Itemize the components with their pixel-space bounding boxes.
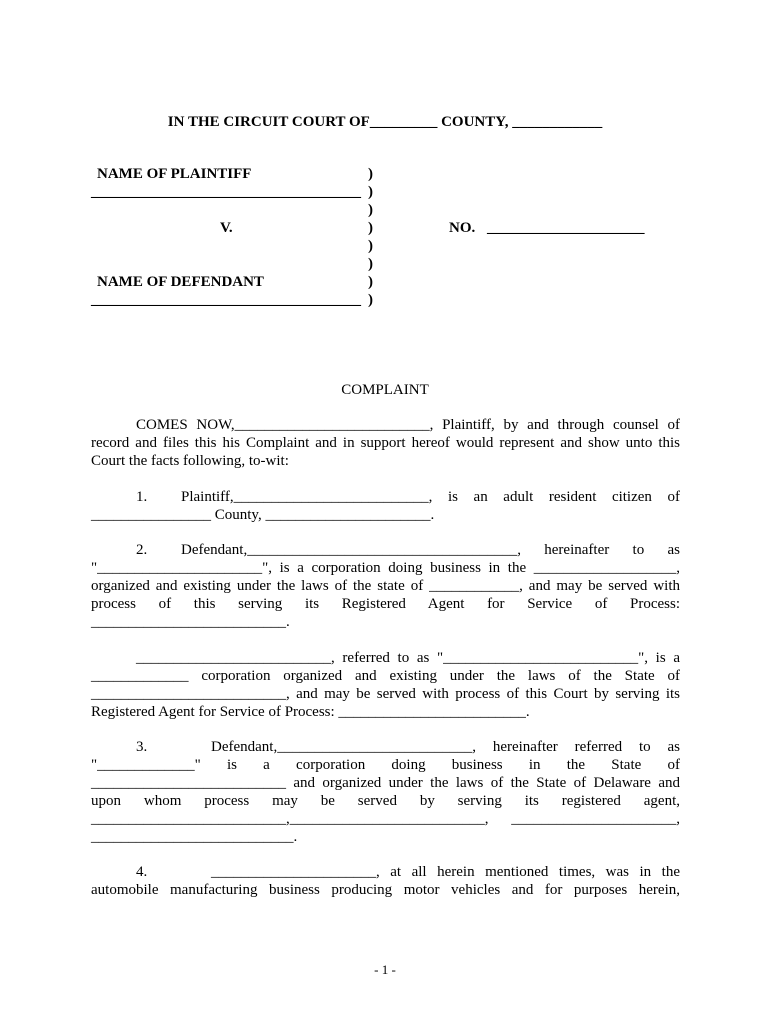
paragraph-2b-line: __________________________, referred to as "__________________________", is a [136, 650, 680, 666]
intro-line: record and files this his Complaint and in support hereof would represent and show unto this [91, 435, 680, 451]
paragraph-2b-line: Registered Agent for Service of Process: _________________________. [91, 704, 530, 720]
paragraph-line-text: Plaintiff,__________________________, is an adult resident citizen of [181, 489, 680, 505]
paragraph-1 [91, 488, 680, 524]
caption-bracket: ) [368, 238, 373, 254]
paragraph-2b-line: _____________ corporation organized and existing under the laws of the State of [91, 668, 680, 684]
paragraph-3 [91, 738, 680, 846]
paragraph-3-line: __________________________,__________________________, ______________________, [91, 811, 680, 827]
case-number-label: NO. [449, 220, 476, 236]
case-caption [91, 165, 651, 309]
paragraph-number: 4. [136, 864, 148, 880]
plaintiff-name-blank: ____________________________________ [91, 184, 361, 200]
paragraph-3-line: ___________________________. [91, 829, 298, 845]
paragraph-2-line: __________________________. [91, 614, 290, 630]
paragraph-line-text: ______________________, at all herein mentioned times, was in the [211, 864, 680, 880]
paragraph-2-line: organized and existing under the laws of the state of ____________, and may be served with [91, 578, 680, 594]
caption-bracket: ) [368, 184, 373, 200]
caption-bracket: ) [368, 202, 373, 218]
caption-bracket: ) [368, 274, 373, 290]
caption-bracket: ) [368, 220, 373, 236]
paragraph-2b-line: __________________________, and may be served with process of this Court by serving its [91, 686, 680, 702]
paragraph-2 [91, 541, 680, 631]
caption-bracket: ) [368, 256, 373, 272]
versus-label: V. [220, 220, 233, 236]
defendant-name-label: NAME OF DEFENDANT [97, 274, 264, 290]
paragraph-2-continued [91, 649, 680, 721]
paragraph-1-line: ________________ County, ______________________. [91, 507, 435, 523]
paragraph-2-line [91, 541, 680, 559]
defendant-name-blank: ____________________________________ [91, 292, 361, 308]
paragraph-number: 2. [136, 542, 148, 558]
paragraph-line-text: Defendant,__________________________, hereinafter referred to as [211, 739, 680, 755]
paragraph-3-line [91, 738, 680, 756]
paragraph-4-line: automobile manufacturing business producing motor vehicles and for purposes herein, [91, 882, 680, 898]
plaintiff-name-label: NAME OF PLAINTIFF [97, 166, 252, 182]
paragraph-line-text: Defendant,____________________________________, hereinafter to as [181, 542, 680, 558]
page-number: - 1 - [374, 962, 396, 977]
paragraph-number: 3. [136, 739, 148, 755]
paragraph-4 [91, 863, 680, 899]
caption-bracket: ) [368, 292, 373, 308]
paragraph-number: 1. [136, 489, 148, 505]
paragraph-3-line: __________________________ and organized under the laws of the State of Delaware and [91, 775, 680, 791]
intro-paragraph [91, 416, 680, 470]
paragraph-4-line [91, 863, 680, 881]
paragraph-2-line: process of this serving its Registered Agent for Service of Process: [91, 596, 680, 612]
paragraph-3-line: "_____________" is a corporation doing business in the State of [91, 757, 680, 773]
court-title: IN THE CIRCUIT COURT OF_________ COUNTY, ____________ [167, 114, 603, 130]
caption-bracket: ) [368, 166, 373, 182]
complaint-heading: COMPLAINT [341, 382, 429, 398]
case-number-blank: _____________________ [487, 220, 645, 236]
intro-line: COMES NOW,__________________________, Plaintiff, by and through counsel of [136, 417, 680, 433]
paragraph-1-line [91, 488, 680, 506]
paragraph-2-line: "______________________", is a corporation doing business in the ___________________, [91, 560, 680, 576]
paragraph-3-line: upon whom process may be served by serving its registered agent, [91, 793, 680, 809]
intro-line: Court the facts following, to-wit: [91, 453, 289, 469]
